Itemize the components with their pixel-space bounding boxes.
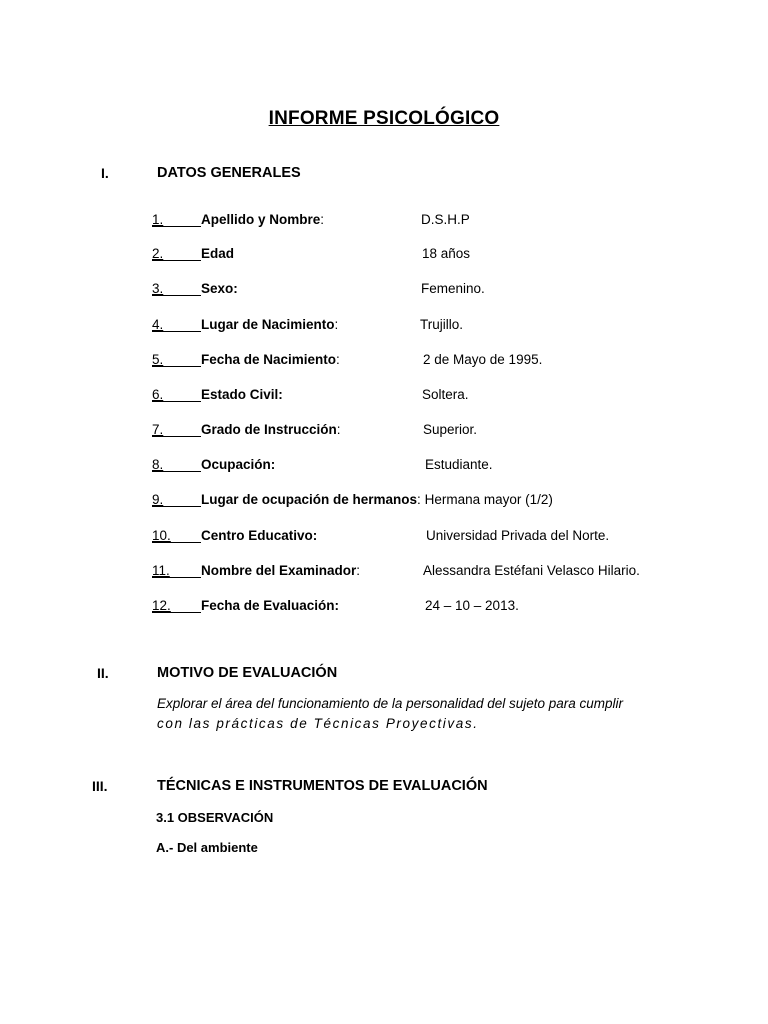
field-label-text: Nombre del Examinador bbox=[201, 563, 357, 578]
field-label bbox=[201, 316, 338, 334]
field-number: 10. bbox=[152, 527, 201, 545]
field-number: 6. bbox=[152, 386, 201, 404]
field-row bbox=[152, 421, 712, 439]
field-number: 3. bbox=[152, 280, 201, 298]
section-2-title: MOTIVO DE EVALUACIÓN bbox=[157, 665, 338, 681]
field-number: 7. bbox=[152, 421, 201, 439]
field-colon: : bbox=[334, 317, 339, 332]
field-label bbox=[201, 456, 275, 474]
field-label bbox=[201, 386, 283, 404]
field-colon: : bbox=[336, 352, 340, 367]
field-label bbox=[201, 491, 553, 509]
subsection-ambiente: A.- Del ambiente bbox=[156, 840, 258, 855]
field-row bbox=[152, 527, 712, 545]
field-value: Universidad Privada del Norte. bbox=[426, 528, 610, 543]
field-label bbox=[201, 527, 317, 545]
field-number: 4. bbox=[152, 316, 201, 334]
field-row bbox=[152, 562, 712, 580]
field-label-text: Fecha de Nacimiento bbox=[201, 352, 337, 367]
field-row bbox=[152, 316, 712, 334]
field-colon: : bbox=[356, 563, 361, 578]
field-value: Superior. bbox=[423, 422, 478, 437]
field-label-text: Lugar de Nacimiento bbox=[201, 317, 335, 332]
field-label-text: Edad bbox=[201, 246, 235, 261]
field-value: 24 – 10 – 2013. bbox=[425, 598, 519, 613]
field-label-text: Apellido y Nombre bbox=[201, 212, 321, 227]
field-value: Soltera. bbox=[422, 387, 469, 402]
field-label-text: Estado Civil: bbox=[201, 387, 283, 402]
field-row bbox=[152, 491, 712, 509]
field-label bbox=[201, 211, 324, 229]
section-3-number: III. bbox=[92, 778, 108, 794]
subsection-observacion: 3.1 OBSERVACIÓN bbox=[156, 810, 274, 825]
field-label-text: Centro Educativo: bbox=[201, 528, 318, 543]
field-row bbox=[152, 386, 712, 404]
field-label-text: Lugar de ocupación de hermanos bbox=[201, 492, 418, 507]
field-number: 2. bbox=[152, 245, 201, 263]
field-label bbox=[201, 421, 341, 439]
field-number: 8. bbox=[152, 456, 201, 474]
motive-line-1: Explorar el área del funcionamiento de la personalidad del sujeto para cumplir bbox=[157, 696, 624, 711]
field-number: 1. bbox=[152, 211, 201, 229]
field-row bbox=[152, 351, 712, 369]
field-label bbox=[201, 597, 339, 615]
field-label bbox=[201, 351, 340, 369]
section-1-title: DATOS GENERALES bbox=[157, 165, 301, 181]
field-colon: : bbox=[417, 492, 421, 507]
field-row bbox=[152, 597, 712, 615]
field-label bbox=[201, 562, 360, 580]
document-title: INFORME PSICOLÓGICO bbox=[268, 108, 500, 129]
field-value: 2 de Mayo de 1995. bbox=[423, 352, 543, 367]
motive-paragraph bbox=[157, 694, 677, 734]
field-number: 5. bbox=[152, 351, 201, 369]
field-value: Hermana mayor (1/2) bbox=[424, 492, 553, 507]
field-value: Estudiante. bbox=[425, 457, 493, 472]
field-colon: : bbox=[320, 212, 325, 227]
field-row bbox=[152, 211, 712, 229]
section-1-number: I. bbox=[101, 165, 109, 181]
field-value: 18 años bbox=[422, 246, 471, 261]
motive-line-2: con las prácticas de Técnicas Proyectivas. bbox=[157, 716, 479, 731]
field-label-text: Sexo: bbox=[201, 281, 238, 296]
field-value: Trujillo. bbox=[420, 317, 464, 332]
field-row bbox=[152, 456, 712, 474]
section-2-number: II. bbox=[97, 665, 109, 681]
section-3-title: TÉCNICAS E INSTRUMENTOS DE EVALUACIÓN bbox=[157, 778, 488, 794]
field-label-text: Ocupación: bbox=[201, 457, 276, 472]
field-value: Alessandra Estéfani Velasco Hilario. bbox=[423, 563, 640, 578]
field-colon: : bbox=[336, 422, 341, 437]
field-value: D.S.H.P bbox=[421, 212, 470, 227]
field-number: 11. bbox=[152, 562, 201, 580]
field-row bbox=[152, 245, 712, 263]
field-number: 12. bbox=[152, 597, 201, 615]
field-number: 9. bbox=[152, 491, 201, 509]
field-row bbox=[152, 280, 712, 298]
field-label bbox=[201, 245, 234, 263]
field-label-text: Grado de Instrucción bbox=[201, 422, 337, 437]
field-label-text: Fecha de Evaluación: bbox=[201, 598, 340, 613]
field-value: Femenino. bbox=[421, 281, 485, 296]
field-label bbox=[201, 280, 238, 298]
